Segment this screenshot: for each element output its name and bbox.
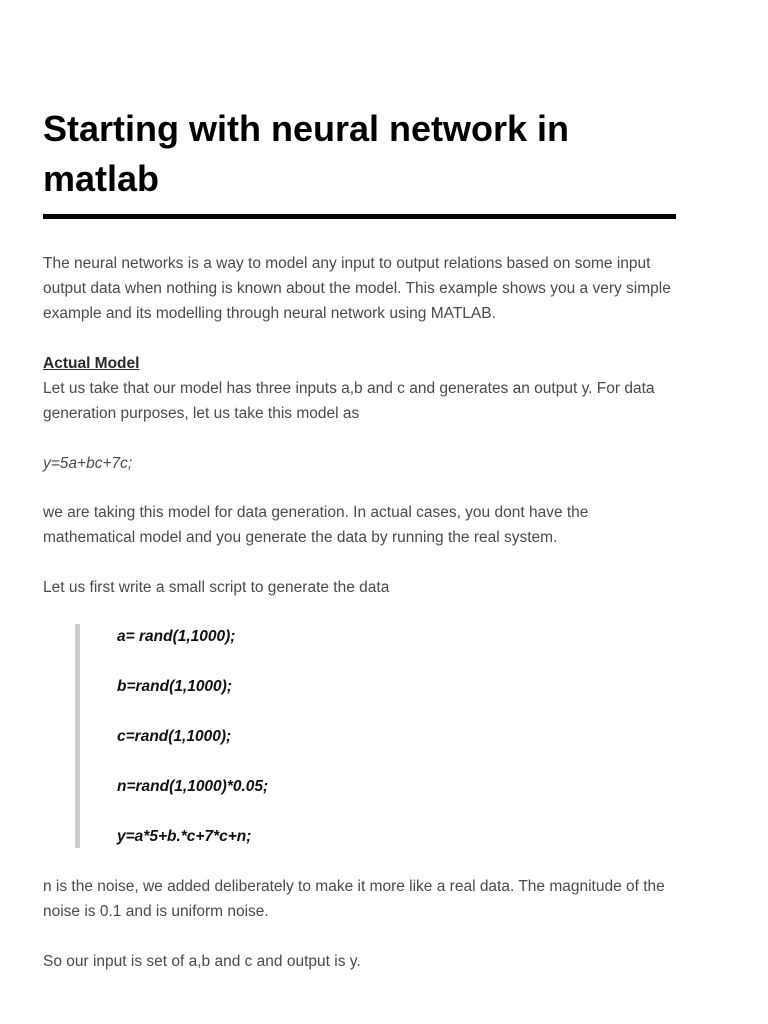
code-line: n=rand(1,1000)*0.05; — [117, 778, 269, 795]
script-intro-paragraph — [43, 575, 676, 600]
paragraph-line: generation purposes, let us take this model as — [43, 405, 360, 422]
paragraph-line: noise is 0.1 and is uniform noise. — [43, 903, 269, 920]
model-paragraph — [43, 376, 676, 426]
paragraph-line: The neural networks is a way to model any input to output relations based on some input — [43, 255, 651, 272]
code-line: b=rand(1,1000); — [117, 678, 233, 695]
summary-paragraph — [43, 949, 676, 974]
paragraph-line: Let us take that our model has three inputs a,b and c and generates an output y. For data — [43, 380, 655, 397]
paragraph-line: mathematical model and you generate the data by running the real system. — [43, 529, 558, 546]
code-line: a= rand(1,1000); — [117, 628, 236, 645]
title-divider — [43, 214, 676, 219]
page-title — [43, 104, 676, 204]
title-line: matlab — [43, 158, 160, 199]
code-line: c=rand(1,1000); — [117, 728, 232, 745]
paragraph-line: output data when nothing is known about the model. This example shows you a very simple — [43, 280, 671, 297]
actual-case-paragraph — [43, 500, 676, 550]
intro-paragraph — [43, 251, 676, 326]
noise-paragraph — [43, 874, 676, 924]
code-line: y=a*5+b.*c+7*c+n; — [117, 828, 252, 845]
title-line: Starting with neural network in — [43, 108, 570, 149]
paragraph-line: So our input is set of a,b and c and output is y. — [43, 953, 361, 970]
paragraph-line: Let us first write a small script to generate the data — [43, 579, 390, 596]
paragraph-line: n is the noise, we added deliberately to make it more like a real data. The magnitude of the — [43, 878, 665, 895]
paragraph-line: example and its modelling through neural network using MATLAB. — [43, 305, 496, 322]
section-heading: Actual Model — [43, 355, 140, 372]
model-equation: y=5a+bc+7c; — [43, 455, 133, 472]
code-blockquote — [75, 624, 640, 848]
paragraph-line: we are taking this model for data generation. In actual cases, you dont have the — [43, 504, 589, 521]
